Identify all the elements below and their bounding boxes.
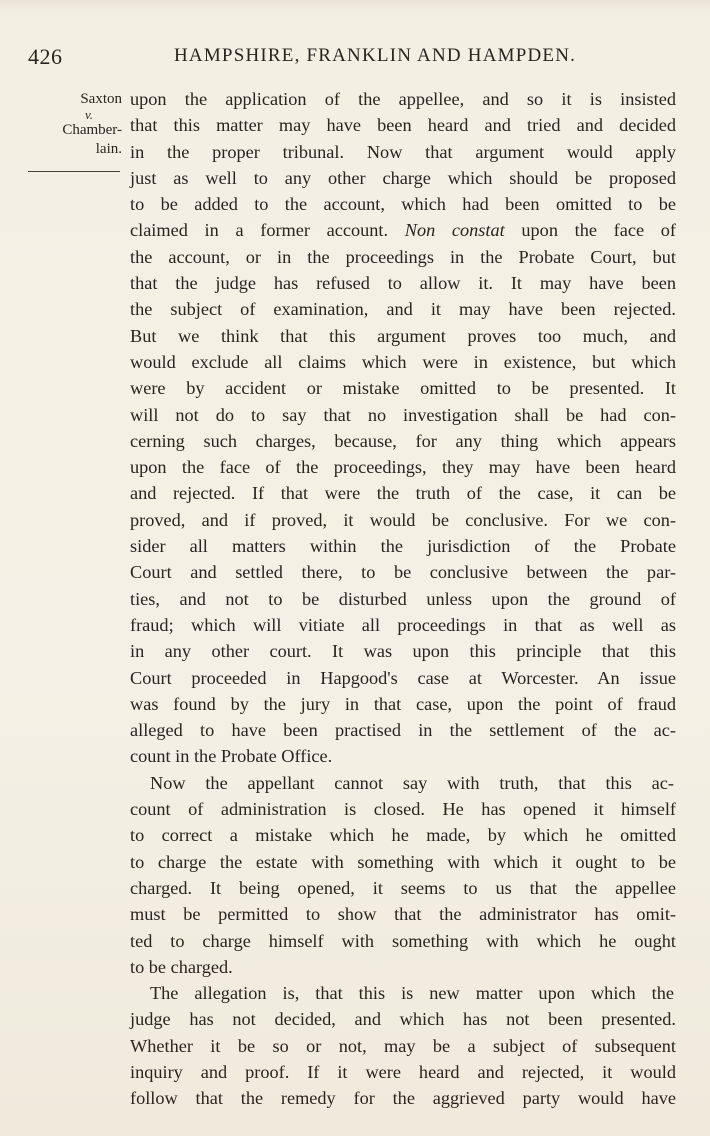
text-line: Court proceeded in Hapgood's case at Worcester. An issue xyxy=(130,667,676,688)
text-line: to be charged. xyxy=(130,956,233,977)
text-line: the subject of examination, and it may have been rejected. xyxy=(130,299,676,320)
page-number: 426 xyxy=(28,44,63,69)
margin-case-name xyxy=(30,90,122,159)
text-line: Court and settled there, to be conclusive between the par- xyxy=(130,562,676,583)
text-line: Now the appellant cannot say with truth, that this ac- xyxy=(150,772,674,793)
margin-note-line: Saxton xyxy=(80,91,122,107)
text-line: But we think that this argument proves too much, and xyxy=(130,325,676,346)
text-line: in the proper tribunal. Now that argument would apply xyxy=(130,141,676,162)
text-line: fraud; which will vitiate all proceedings in that as well as xyxy=(130,614,676,635)
text-line: were by accident or mistake omitted to be presented. It xyxy=(130,378,676,399)
margin-divider xyxy=(28,171,120,172)
text-line: just as well to any other charge which should be proposed xyxy=(130,167,676,188)
text-line: follow that the remedy for the aggrieved party would have xyxy=(130,1088,676,1109)
text-line: count in the Probate Office. xyxy=(130,746,333,767)
text-line: Whether it be so or not, may be a subject of subsequent xyxy=(130,1035,676,1056)
text-line: to charge the estate with something with which it ought to be xyxy=(130,851,676,872)
text-line: sider all matters within the jurisdiction of the Probate xyxy=(130,536,676,557)
text-line: charged. It being opened, it seems to us that the appellee xyxy=(130,877,676,898)
text-line: that the judge has refused to allow it. It may have been xyxy=(130,273,676,294)
text-line: alleged to have been practised in the settlement of the ac- xyxy=(130,720,676,741)
text-line: to be added to the account, which had been omitted to be xyxy=(130,194,676,215)
margin-note-line: lain. xyxy=(95,141,122,157)
text-line: will not do to say that no investigation shall be had con- xyxy=(130,404,676,425)
text-line: would exclude all claims which were in existence, but which xyxy=(130,351,676,372)
text-line: upon the face of the proceedings, they may have been heard xyxy=(130,457,676,478)
text-line: ted to charge himself with something with which he ought xyxy=(130,930,676,951)
text-line: must be permitted to show that the administrator has omit- xyxy=(130,904,676,925)
latin-phrase: Non constat xyxy=(404,220,505,241)
text-line: that this matter may have been heard and tried and decided xyxy=(130,115,676,136)
text-line: The allegation is, that this is new matter upon which the xyxy=(150,983,674,1004)
body-text xyxy=(130,86,676,1112)
text-line: the account, or in the proceedings in the Probate Court, but xyxy=(130,246,676,267)
text-line: and rejected. If that were the truth of the case, it can be xyxy=(130,483,676,504)
running-head: HAMPSHIRE, FRANKLIN AND HAMPDEN. xyxy=(174,45,577,66)
text-line: inquiry and proof. If it were heard and rejected, it would xyxy=(130,1061,676,1082)
text-line: ties, and not to be disturbed unless upon the ground of xyxy=(130,588,676,609)
margin-note-line: Chamber- xyxy=(62,122,122,138)
text-line: was found by the jury in that case, upon the point of fraud xyxy=(130,693,676,714)
text-line: upon the application of the appellee, and so it is insisted xyxy=(130,89,676,109)
text-line: to correct a mistake which he made, by which he omitted xyxy=(130,825,676,846)
text-line: in any other court. It was upon this principle that this xyxy=(130,641,676,662)
margin-note-line: v. xyxy=(84,107,94,122)
text-line: judge has not decided, and which has not been presented. xyxy=(130,1009,676,1030)
text-line: claimed in a former account. Non constat upon the face of xyxy=(130,220,676,241)
text-line: proved, and if proved, it would be conclusive. For we con- xyxy=(130,509,676,530)
page-header xyxy=(28,44,688,74)
text-line: count of administration is closed. He has opened it himself xyxy=(130,799,676,820)
text-line: cerning such charges, because, for any thing which appears xyxy=(130,430,676,451)
